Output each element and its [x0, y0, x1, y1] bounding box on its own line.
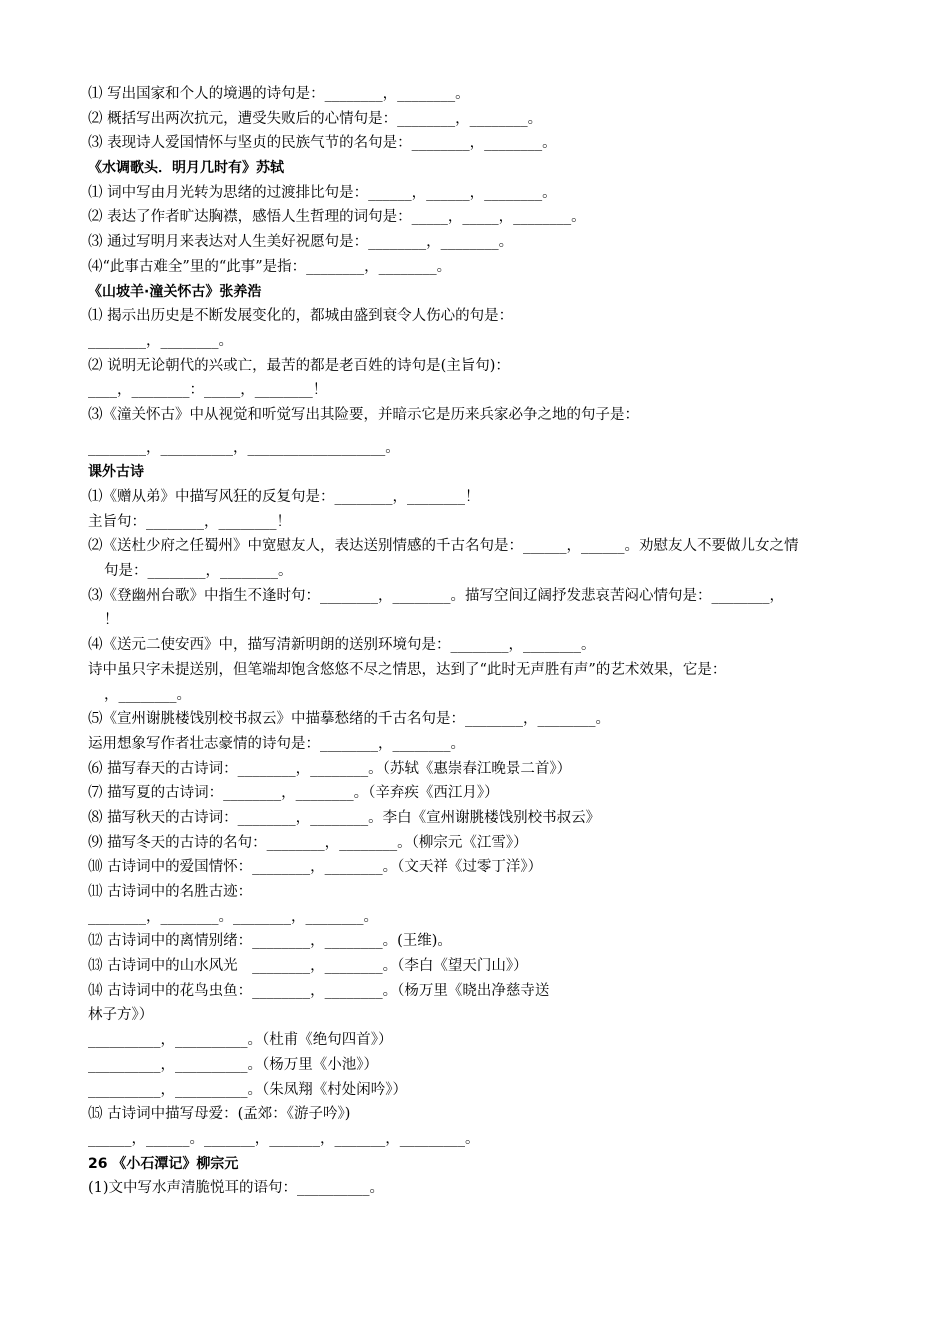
question-line: ⑴ 写出国家和个人的境遇的诗句是：________，________。 [88, 86, 470, 102]
question-line: ⑾ 古诗词中的名胜古迹： [88, 884, 253, 900]
question-line: ⑸《宣州谢朓楼饯别校书叔云》中描摹愁绪的千古名句是：________，________。 [88, 711, 610, 728]
question-line: ⑻ 描写秋天的古诗词：________，________。李白《宣州谢朓楼饯别校书叔云》 [88, 809, 601, 826]
question-line: ⑴《赠从弟》中描写风狂的反复句是：________，________！ [88, 489, 480, 505]
question-line: (1)文中写水声清脆悦耳的语句：__________。 [88, 1180, 385, 1197]
question-line: ⒂ 古诗词中描写母爱：(孟郊：《游子吟》) [88, 1106, 351, 1123]
question-line: ⑴ 词中写由月光转为思绪的过渡排比句是：______，______，________。 [88, 184, 557, 201]
question-line: ⑿ 古诗词中的离情别绪：________，________。(王维)。 [88, 933, 452, 950]
answer-line: ________，________。________，________。 [88, 908, 378, 925]
question-line: 运用想象写作者壮志豪情的诗句是：________，________。 [88, 735, 465, 752]
question-line: ⑷“此事古难全”里的“此事”是指：________，________。 [88, 258, 452, 275]
question-line: 诗中虽只字未提送别，但笔端却饱含悠悠不尽之情思，达到了“此时无声胜有声”的艺术效果，它是： [88, 661, 727, 678]
answer-line: ____，________：_____，________！ [88, 382, 328, 399]
answer-line: 主旨句：________，________！ [88, 513, 291, 530]
question-line: ⑵ 表达了作者旷达胸襟，感悟人生哲理的词句是：_____，_____，________。 [88, 209, 586, 226]
question-line: ⑵ 概括写出两次抗元，遭受失败后的心情句是：________，________。 [88, 110, 543, 127]
section-heading: 课外古诗 [88, 464, 144, 481]
answer-line: __________，__________。（杨万里《小池》） [88, 1056, 378, 1073]
answer-line: __________，__________。（朱凤翔《村处闲吟》） [88, 1081, 407, 1098]
answer-line: ________，________。 [88, 332, 233, 349]
question-line-continued: 句是：________，________。 [104, 563, 293, 580]
question-line: ⑹ 描写春天的古诗词：________，________。（苏轼《惠崇春江晚景二首》） [88, 760, 572, 777]
question-line-continued: ！ [104, 612, 119, 629]
question-line: ⑷《送元二使安西》中，描写清新明朗的送别环境句是：________，________。 [88, 637, 596, 654]
worksheet-page [88, 82, 873, 1201]
question-line: ⑶《潼关怀古》中从视觉和听觉写出其险要，并暗示它是历来兵家必争之地的句子是： [88, 406, 639, 423]
answer-line: __________，__________。（杜甫《绝句四首》） [88, 1032, 393, 1049]
question-line: ⑵ 说明无论朝代的兴或亡，最苦的都是老百姓的诗句是(主旨句)： [88, 357, 510, 374]
answer-line: ________，__________，___________________。 [88, 439, 400, 456]
question-line: ⑶ 通过写明月来表达对人生美好祝愿句是：________，________。 [88, 234, 514, 251]
question-line: ⑽ 古诗词中的爱国情怀：________，________。（文天祥《过零丁洋》） [88, 859, 543, 876]
section-heading: 《山坡羊·潼关怀古》张养浩 [88, 283, 262, 300]
question-line: ⑼ 描写冬天的古诗的名句：________，________。（柳宗元《江雪》） [88, 834, 528, 851]
question-line: ⑶ 表现诗人爱国情怀与坚贞的民族气节的名句是：________，________。 [88, 135, 557, 152]
section-heading: 26 《小石潭记》柳宗元 [88, 1155, 239, 1172]
question-line-continued: 林子方》） [88, 1007, 154, 1024]
section-heading: 《水调歌头．明月几时有》苏轼 [88, 160, 284, 177]
question-line: ⒀ 古诗词中的山水风光 ________，________。（李白《望天门山》） [88, 958, 528, 975]
question-line: ⑵《送杜少府之任蜀州》中宽慰友人，表达送别情感的千古名句是：______，______。劝慰友人不要做儿女之情 [88, 538, 799, 555]
question-line: ⒁ 古诗词中的花鸟虫鱼：________，________。（杨万里《晓出净慈寺送 [88, 982, 550, 999]
answer-line: ，________。 [104, 686, 191, 703]
question-line: ⑴ 揭示出历史是不断发展变化的，都城由盛到衰令人伤心的句是： [88, 308, 514, 325]
answer-line: ______，______。_______，_______，_______，_________。 [88, 1130, 480, 1147]
question-line: ⑶《登幽州台歌》中指生不逢时句：________，________。描写空间辽阔抒发悲哀苦闷心情句是：________， [88, 587, 784, 604]
question-line: ⑺ 描写夏的古诗词：________，________。（辛弃疾《西江月》） [88, 785, 499, 802]
